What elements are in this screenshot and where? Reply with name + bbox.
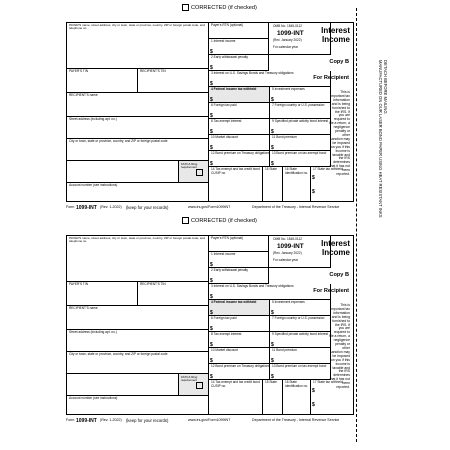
box5-label: 5 Investment expenses	[272, 300, 305, 304]
box8-label: 8 Tax-exempt interest	[211, 332, 242, 336]
payer-tin-label: PAYER'S TIN	[69, 69, 89, 73]
street-box[interactable]	[67, 330, 209, 352]
box11[interactable]	[270, 348, 331, 364]
box10-label: 10 Market discount	[211, 135, 238, 139]
box9-label: 9 Specified private activity bond interest	[272, 119, 329, 123]
fatca-checkbox[interactable]	[196, 382, 203, 389]
box17-dollar-1: $	[312, 175, 315, 181]
box10-dollar: $	[210, 358, 213, 364]
payer-name-label: PAYER'S name, street address, city or town, state or province, country, ZIP or foreign postal code, and telephone no.	[69, 236, 205, 244]
box6-label: 6 Foreign tax paid	[211, 103, 237, 107]
box16[interactable]	[283, 380, 311, 415]
box11[interactable]	[270, 135, 331, 151]
box10[interactable]	[209, 348, 270, 364]
box1[interactable]	[209, 39, 269, 55]
box7[interactable]	[270, 316, 331, 332]
payer-name-box[interactable]	[67, 236, 209, 282]
corrected-checkbox-row	[182, 217, 257, 224]
box15[interactable]	[263, 167, 283, 202]
recipient-tin-label: RECIPIENT'S TIN	[140, 69, 166, 73]
calendar-year: For calendar year	[273, 258, 298, 262]
box3-dollar: $	[210, 294, 213, 300]
footer-url: www.irs.gov/Form1099INT	[188, 205, 231, 209]
box5[interactable]	[270, 300, 331, 316]
box11-label: 11 Bond premium	[272, 348, 297, 352]
recipient-name-box[interactable]	[67, 93, 209, 117]
copy-label: Copy B	[329, 272, 349, 278]
box11-dollar: $	[271, 145, 274, 151]
box6[interactable]	[209, 103, 270, 119]
footer-form-word: Form	[66, 418, 75, 422]
city-label: City or town, state or province, country, and ZIP or foreign postal code	[69, 139, 168, 143]
box1-label: 1 Interest income	[211, 39, 236, 43]
revision: (Rev. January 2022)	[273, 38, 302, 42]
box12-dollar: $	[210, 161, 213, 167]
payer-tin-label: PAYER'S TIN	[69, 282, 89, 286]
recipient-name-label: RECIPIENT'S name	[69, 93, 98, 97]
box11-dollar: $	[271, 358, 274, 364]
notice-text: This is important tax information and is being furnished to the IRS. If you are required to file a return, a negligence penalty or other sanction may be imposed on you if this income is taxable and the IRS determines that it has not been reported.	[329, 90, 350, 177]
footer-department: Department of the Treasury - Internal Revenue Service	[252, 205, 340, 209]
omb-number: OMB No. 1545-0112	[273, 24, 302, 28]
box2[interactable]	[209, 268, 269, 284]
payer-rtn-box[interactable]	[209, 23, 269, 39]
box2-label: 2 Early withdrawal penalty	[211, 268, 249, 272]
form-title: Interest Income	[321, 239, 350, 257]
box7-label: 7 Foreign country or U.S. possession	[272, 316, 325, 320]
box14-label: 14 Tax-exempt and tax credit bond CUSIP no.	[211, 380, 260, 388]
box12-dollar: $	[210, 374, 213, 380]
box3-dollar: $	[210, 81, 213, 87]
box14[interactable]	[209, 380, 263, 415]
form-grid	[66, 22, 354, 202]
footer-form-word: Form	[66, 205, 75, 209]
box1-label: 1 Interest income	[211, 252, 236, 256]
revision: (Rev. January 2022)	[273, 251, 302, 255]
box8[interactable]	[209, 119, 270, 135]
recipient-label: For Recipient	[313, 288, 349, 294]
box17-dollar-1: $	[312, 388, 315, 394]
blank-box	[67, 374, 179, 396]
box4[interactable]	[209, 87, 270, 103]
box17-label: 17 State tax withheld	[313, 380, 343, 384]
box4-label: 4 Federal income tax withheld	[211, 87, 257, 91]
box4-label: 4 Federal income tax withheld	[211, 300, 257, 304]
box8[interactable]	[209, 332, 270, 348]
street-label: Street address (including apt. no.)	[69, 117, 117, 121]
payer-tin-box[interactable]	[67, 69, 138, 93]
fatca-label: FATCA filing requirement	[181, 375, 198, 383]
box14[interactable]	[209, 167, 263, 202]
box5-label: 5 Investment expenses	[272, 87, 305, 91]
box9[interactable]	[270, 119, 331, 135]
city-label: City or town, state or province, country, and ZIP or foreign postal code	[69, 352, 168, 356]
footer-revision: (Rev. 1-2022)	[100, 418, 122, 422]
box15-label: 15 State	[265, 167, 277, 171]
corrected-checkbox-row	[182, 4, 257, 11]
box6-dollar: $	[210, 326, 213, 332]
box6-label: 6 Foreign tax paid	[211, 316, 237, 320]
payer-rtn-label: Payer's RTN (optional)	[211, 23, 244, 27]
recipient-tin-box[interactable]	[138, 69, 209, 93]
box13[interactable]	[270, 364, 331, 380]
box6-dollar: $	[210, 113, 213, 119]
box9-dollar: $	[271, 129, 274, 135]
box17-label: 17 State tax withheld	[313, 167, 343, 171]
footer-keep: (keep for your records)	[126, 205, 169, 210]
footer-department: Department of the Treasury - Internal Revenue Service	[252, 418, 340, 422]
box13-dollar: $	[271, 374, 274, 380]
box4[interactable]	[209, 300, 270, 316]
box10-label: 10 Market discount	[211, 348, 238, 352]
box16[interactable]	[283, 167, 311, 202]
box10-dollar: $	[210, 145, 213, 151]
box2-label: 2 Early withdrawal penalty	[211, 55, 249, 59]
box12[interactable]	[209, 151, 270, 167]
account-box[interactable]	[67, 396, 209, 415]
recipient-label: For Recipient	[313, 75, 349, 81]
box6[interactable]	[209, 316, 270, 332]
box9-dollar: $	[271, 342, 274, 348]
footer-form-number: 1099-INT	[76, 417, 97, 424]
form-number: 1099-INT	[277, 30, 304, 37]
side-note-line-2: MANUFACTURED ON OUR LASER BOND PAPER USING HEAT RESISTANT INKS	[378, 60, 383, 218]
box3-label: 3 Interest on U.S. Savings Bonds and Treasury obligations	[211, 71, 294, 75]
blank-box	[67, 161, 179, 183]
footer-keep: (keep for your records)	[126, 418, 169, 423]
footer-revision: (Rev. 1-2022)	[100, 205, 122, 209]
box13-label: 13 Bond premium on tax-exempt bond	[272, 364, 327, 368]
payer-rtn-box[interactable]	[209, 236, 269, 252]
account-label: Account number (see instructions)	[69, 396, 118, 400]
box7[interactable]	[270, 103, 331, 119]
city-box[interactable]	[67, 352, 209, 374]
payer-name-label: PAYER'S name, street address, city or town, state or province, country, ZIP or foreign postal code, and telephone no.	[69, 23, 205, 31]
box12-label: 12 Bond premium on Treasury obligations	[211, 364, 271, 368]
payer-name-box[interactable]	[67, 23, 209, 69]
corrected-checkbox[interactable]	[182, 217, 189, 224]
box1[interactable]	[209, 252, 269, 268]
fatca-label: FATCA filing requirement	[181, 162, 198, 170]
box4-dollar: $	[210, 97, 213, 103]
box1-dollar: $	[210, 262, 213, 268]
side-note	[348, 60, 388, 360]
street-box[interactable]	[67, 117, 209, 139]
footer-form-number: 1099-INT	[76, 204, 97, 211]
box2-dollar: $	[210, 278, 213, 284]
copy-label: Copy B	[329, 59, 349, 65]
box3-label: 3 Interest on U.S. Savings Bonds and Treasury obligations	[211, 284, 294, 288]
box1-dollar: $	[210, 49, 213, 55]
calendar-year: For calendar year	[273, 45, 298, 49]
fatca-box[interactable]	[179, 161, 209, 183]
recipient-tin-box[interactable]	[138, 282, 209, 306]
box4-dollar: $	[210, 310, 213, 316]
box8-dollar: $	[210, 342, 213, 348]
form-number: 1099-INT	[277, 243, 304, 250]
box8-label: 8 Tax-exempt interest	[211, 119, 242, 123]
box13[interactable]	[270, 151, 331, 167]
payer-tin-box[interactable]	[67, 282, 138, 306]
box16-label: 16 State identification no.	[285, 167, 309, 175]
notice-text: This is important tax information and is being furnished to the IRS. If you are required to file a return, a negligence penalty or other sanction may be imposed on you if this income is taxable and the IRS determines that it has not been reported.	[329, 303, 350, 390]
box17-dollar-2: $	[312, 402, 315, 408]
box14-label: 14 Tax-exempt and tax credit bond CUSIP no.	[211, 167, 260, 175]
form-grid	[66, 235, 354, 415]
box8-dollar: $	[210, 129, 213, 135]
account-box[interactable]	[67, 183, 209, 202]
corrected-label: CORRECTED (if checked)	[191, 4, 257, 11]
box12-label: 12 Bond premium on Treasury obligations	[211, 151, 271, 155]
fatca-box[interactable]	[179, 374, 209, 396]
box9[interactable]	[270, 332, 331, 348]
recipient-name-label: RECIPIENT'S name	[69, 306, 98, 310]
box5-dollar: $	[271, 310, 274, 316]
fatca-checkbox[interactable]	[196, 169, 203, 176]
box2-dollar: $	[210, 65, 213, 71]
form-title: Interest Income	[321, 26, 350, 44]
recipient-name-box[interactable]	[67, 306, 209, 330]
box11-label: 11 Bond premium	[272, 135, 297, 139]
box17-dollar-2: $	[312, 189, 315, 195]
footer-url: www.irs.gov/Form1099INT	[188, 418, 231, 422]
box15[interactable]	[263, 380, 283, 415]
corrected-label: CORRECTED (if checked)	[191, 217, 257, 224]
omb-number: OMB No. 1545-0112	[273, 237, 302, 241]
box12[interactable]	[209, 364, 270, 380]
account-label: Account number (see instructions)	[69, 183, 118, 187]
box7-label: 7 Foreign country or U.S. possession	[272, 103, 325, 107]
box9-label: 9 Specified private activity bond interest	[272, 332, 329, 336]
box5[interactable]	[270, 87, 331, 103]
city-box[interactable]	[67, 139, 209, 161]
box2[interactable]	[209, 55, 269, 71]
street-label: Street address (including apt. no.)	[69, 330, 117, 334]
box15-label: 15 State	[265, 380, 277, 384]
corrected-checkbox[interactable]	[182, 4, 189, 11]
box10[interactable]	[209, 135, 270, 151]
recipient-tin-label: RECIPIENT'S TIN	[140, 282, 166, 286]
box5-dollar: $	[271, 97, 274, 103]
box13-dollar: $	[271, 161, 274, 167]
box13-label: 13 Bond premium on tax-exempt bond	[272, 151, 327, 155]
side-note-line-1: DETACH BEFORE MAILING	[383, 60, 388, 114]
payer-rtn-label: Payer's RTN (optional)	[211, 236, 244, 240]
box16-label: 16 State identification no.	[285, 380, 309, 388]
